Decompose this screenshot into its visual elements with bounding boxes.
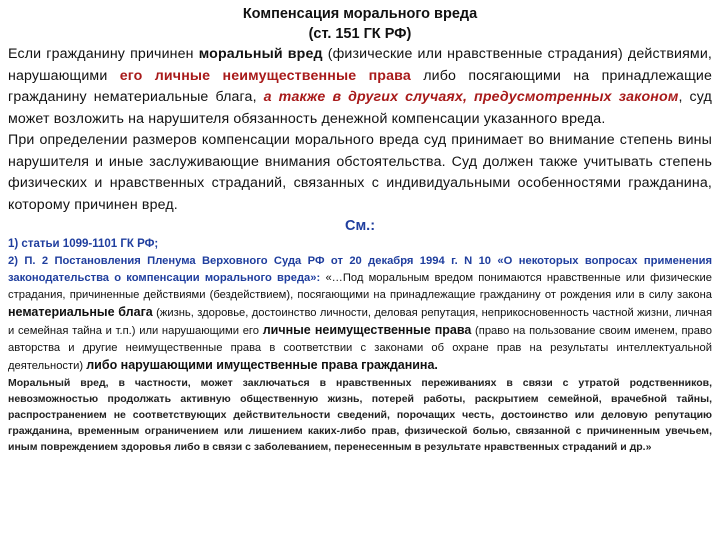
paragraph-amount: При определении размеров компенсации морального вреда суд принимает во внимание степень вины нарушителя и иные заслуживающие внимания обстоятельства. Суд должен также учитывать степень физических и нравственных страданий, связанных с индивидуальными особенностями гражданина, которому причинен вред. xyxy=(8,132,712,213)
text-span: либо посягающими на принадлежащие гражданину нематериальные блага, xyxy=(8,67,713,105)
term-moral-harm: моральный вред xyxy=(198,46,323,62)
highlight-personal-rights-2: личные неимущественные права xyxy=(262,323,472,337)
text-span: (право на пользование своим именем, право авторства и другие неимущественные права в соответствии с законами об охране прав на результаты интеллектуальной деятельности) xyxy=(8,325,712,372)
highlight-other-cases: а также в других случаях, предусмотренных законом xyxy=(263,89,679,105)
highlight-property-rights: либо нарушающими имущественные права гражданина. xyxy=(86,358,438,372)
highlight-intangible-benefits: нематериальные блага xyxy=(8,305,153,319)
reference-1: 1) статьи 1099-1101 ГК РФ; xyxy=(8,238,159,250)
reference-2 xyxy=(8,253,712,375)
slide-subtitle: (ст. 151 ГК РФ) xyxy=(308,26,412,42)
text-span: «…Под моральным вредом понимаются нравственные или физические страдания, причиненные действиями (бездействием), посягающими на принадлежащие гражданину от рождения или в силу закона xyxy=(8,272,712,301)
highlight-personal-rights: его личные неимущественные права xyxy=(119,67,411,84)
slide-title: Компенсация морального вреда xyxy=(242,6,478,22)
paragraph-examples: Моральный вред, в частности, может заключаться в нравственных переживаниях в связи с утратой родственников, невозможностью продолжать активную общественную жизнь, потерей работы, раскрытием семейной, врачебной тайны, распространением не соответствующих действительности сведений, порочащих честь, достоинство или деловую репутацию гражданина, временным ограничением или лишением каких-либо прав, физической болью, связанной с причиненным увечьем, иным повреждением здоровья либо в связи с заболеванием, перенесенным в результате нравственных страданий и др.» xyxy=(8,377,712,453)
text-span: (физические или нравственные страдания) действиями, нарушающими xyxy=(8,46,712,84)
see-also-label: См.: xyxy=(344,218,376,234)
text-span: , суд может возложить на нарушителя обязанность денежной компенсации указанного вреда. xyxy=(8,89,712,127)
text-span: Если гражданину причинен xyxy=(8,46,199,62)
text-span: (жизнь, здоровье, достоинство личности, деловая репутация, неприкосновенность частной жизни, личная и семейная тайна и т.п.) или нарушающими его xyxy=(8,307,712,337)
paragraph-definition xyxy=(8,44,712,130)
reference-2-heading: 2) П. 2 Постановления Пленума Верховного Суда РФ от 20 декабря 1994 г. N 10 «О некоторых вопросах применения законодательства о компенсации морального вреда»: xyxy=(8,255,712,284)
